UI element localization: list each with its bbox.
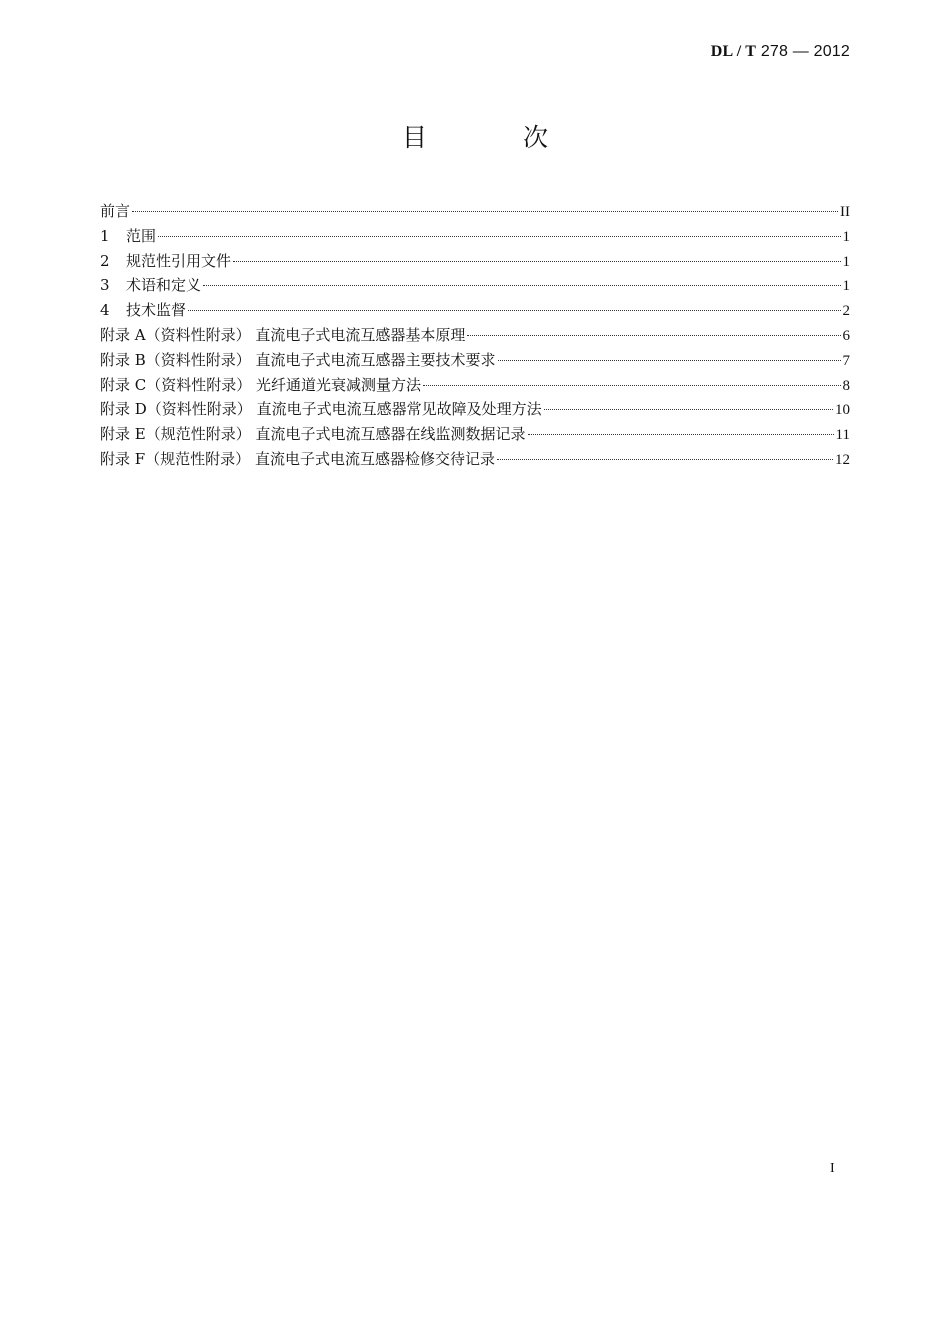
- toc-entry-page: 8: [842, 377, 850, 394]
- toc-entry-number: 1: [100, 226, 110, 245]
- toc-entry-appendix-a[interactable]: [100, 324, 850, 349]
- toc-entry-appendix-b[interactable]: [100, 349, 850, 374]
- toc-dot-leader: [544, 409, 833, 410]
- toc-entry-1[interactable]: [100, 225, 850, 250]
- toc-entry-appendix-e[interactable]: [100, 423, 850, 448]
- toc-dot-leader: [528, 434, 834, 435]
- toc-entry-label: 前言: [100, 202, 131, 220]
- toc-entry-number: 3: [100, 276, 110, 295]
- standard-code-prefix: DL / T: [710, 43, 757, 60]
- toc-dot-leader: [203, 285, 840, 286]
- toc-entry-text: 范围: [126, 226, 157, 245]
- toc-dot-leader: [158, 236, 840, 237]
- toc-entry-label: [100, 250, 231, 271]
- toc-dot-leader: [423, 385, 840, 386]
- toc-entry-label: 附录 B（资料性附录） 直流电子式电流互感器主要技术要求: [100, 350, 496, 369]
- toc-entry-page: 1: [842, 228, 850, 245]
- toc-entry-text: 技术监督: [126, 301, 187, 320]
- toc-entry-label: 附录 C（资料性附录） 光纤通道光衰减测量方法: [100, 375, 422, 394]
- toc-entry-label: 附录 F（规范性附录） 直流电子式电流互感器检修交待记录: [100, 449, 495, 468]
- toc-entry-page: 10: [835, 402, 850, 419]
- toc-dot-leader: [498, 360, 841, 361]
- toc-entry-label: 附录 E（规范性附录） 直流电子式电流互感器在线监测数据记录: [100, 425, 526, 444]
- toc-entry-appendix-f[interactable]: [100, 448, 850, 473]
- toc-entry-label: [100, 225, 156, 246]
- toc-dot-leader: [233, 261, 840, 262]
- toc-entry-text: 规范性引用文件: [126, 251, 232, 270]
- toc-entry-number: 4: [100, 301, 110, 320]
- page-title: 目 次: [402, 123, 592, 152]
- toc-entry-page: 1: [842, 253, 850, 270]
- toc-entry-page: 11: [835, 427, 850, 444]
- toc-entry-foreword[interactable]: [100, 200, 850, 225]
- toc-entry-4[interactable]: [100, 299, 850, 324]
- toc-dot-leader: [188, 310, 840, 311]
- toc-entry-label: 附录 D（资料性附录） 直流电子式电流互感器常见故障及处理方法: [100, 400, 542, 419]
- toc-entry-page: 1: [842, 278, 850, 295]
- toc-dot-leader: [132, 211, 838, 212]
- toc-entry-2[interactable]: [100, 250, 850, 275]
- toc-entry-3[interactable]: [100, 274, 850, 299]
- toc-entry-page: 7: [842, 352, 850, 369]
- toc-entry-page: 6: [842, 327, 850, 344]
- standard-code-number: 278 — 2012: [760, 43, 850, 60]
- toc-entry-page: 2: [842, 303, 850, 320]
- toc-entry-number: 2: [100, 251, 110, 270]
- toc-dot-leader: [497, 459, 833, 460]
- page-number: I: [830, 1161, 835, 1176]
- toc-entry-page: II: [840, 204, 850, 220]
- toc-dot-leader: [467, 335, 840, 336]
- standard-code: [711, 43, 850, 61]
- toc-entry-appendix-c[interactable]: [100, 374, 850, 399]
- toc-entry-label: [100, 274, 201, 295]
- toc-entry-label: 附录 A（资料性附录） 直流电子式电流互感器基本原理: [100, 325, 466, 344]
- table-of-contents: [100, 200, 850, 473]
- toc-entry-label: [100, 299, 186, 320]
- toc-entry-appendix-d[interactable]: [100, 398, 850, 423]
- toc-entry-text: 术语和定义: [126, 276, 202, 295]
- toc-entry-page: 12: [835, 451, 850, 468]
